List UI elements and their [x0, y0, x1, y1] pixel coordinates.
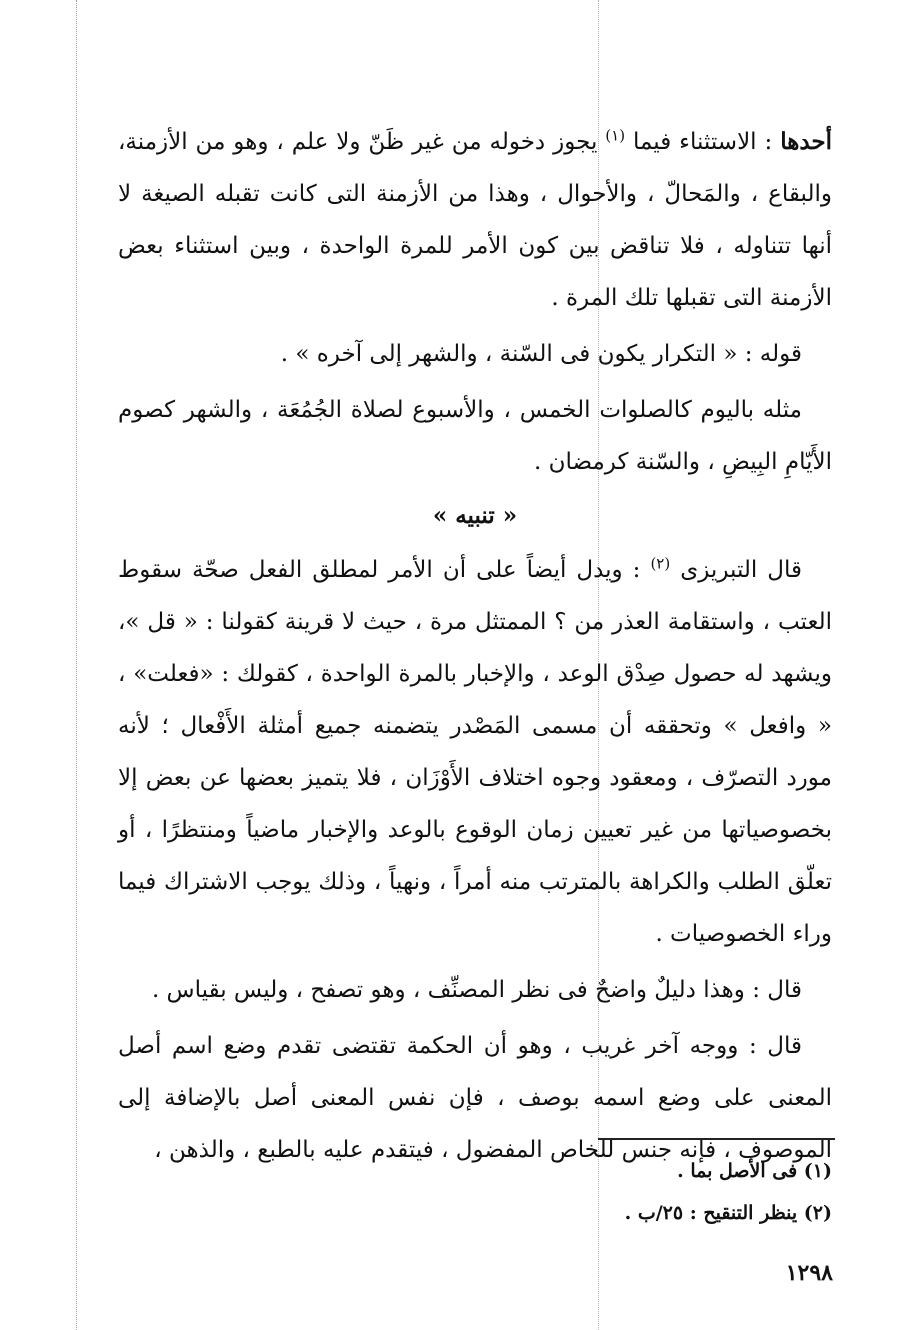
page-number: ١٢٩٨ — [785, 1260, 833, 1286]
paragraph-2: قوله : « التكرار يكون فى السّنة ، والشهر إلى آخره » . — [280, 341, 802, 367]
footnote-2: (٢) ينظر التنقيح : ٢٥/ب . — [624, 1202, 832, 1224]
footnotes-block — [400, 1150, 832, 1234]
paragraph-1-text-b: يجوز دخوله من غير ظَنّ ولا علم ، وهو من الأزمنة، والبقاع ، والمَحالّ ، والأحوال ، وهذا من الأزمنة التى كانت تقبله الصيغة لا أنها تتناوله ، فلا تناقض بين كون الأمر للمرة الواحدة ، وبين استثناء بعض الأزمنة التى تقبلها تلك المرة . — [118, 129, 832, 311]
footnote-1: (١) فى الأصل بما . — [677, 1160, 832, 1182]
footnote-reference-1: (١) — [605, 126, 626, 145]
main-text-block — [118, 116, 832, 1176]
footnote-separator-rule — [598, 1138, 835, 1140]
paragraph-5: قال : وهذا دليلٌ واضحٌ فى نظر المصنِّف ، وهو تصفح ، وليس بقياس . — [151, 977, 802, 1003]
paragraph-3: مثله باليوم كالصلوات الخمس ، والأسبوع لصلاة الجُمُعَة ، والشهر كصوم الأَيّامِ البِيضِ ، والسّنة كرمضان . — [118, 397, 832, 475]
scan-guide-line-left — [76, 0, 77, 1330]
paragraph-4 — [118, 544, 832, 960]
footnote-reference-2: (٢) — [650, 554, 671, 573]
paragraph-lead-word: أحدها — [780, 128, 833, 155]
paragraph-6: قال : ووجه آخر غريب ، وهو أن الحكمة تقتضى تقدم وضع اسم أصل المعنى على وضع اسمه بوصف ، فإن نفس المعنى أصل بالإضافة إلى الموصوف ، فإنه جنس للخاص المفضول ، فيتقدم عليه بالطبع ، والذهن ، — [118, 1033, 832, 1163]
paragraph-1-text-a: : الاستثناء فيما — [625, 129, 781, 155]
paragraph-4-text-a: قال التبريزى — [670, 557, 803, 583]
paragraph-4-text-b: : ويدل أيضاً على أن الأمر لمطلق الفعل صحّة سقوط العتب ، واستقامة العذر من ؟ الممتثل مرة ، حيث لا قرينة كقولنا : « قل »، ويشهد له حصول صِدْق الوعد ، والإخبار بالمرة الواحدة ، كقولك : «فعلت» ، « وافعل » وتحققه أن مسمى المَصْدر يتضمنه جميع أمثلة الأَفْعال ؛ لأنه مورد التصرّف ، ومعقود وجوه اختلاف الأَوْزَان ، فلا يتميز بعضها عن بعض إلا بخصوصياتها من غير تعيين زمان الوقوع بالوعد والإخبار ماضياً ومنتظرًا ، أو تعلّق الطلب والكراهة بالمترتب منه أمراً ، ونهياً ، وذلك يوجب الاشتراك فيما وراء الخصوصيات . — [118, 557, 832, 947]
section-heading: « تنبيه » — [432, 502, 518, 529]
paragraph-1 — [118, 116, 832, 324]
